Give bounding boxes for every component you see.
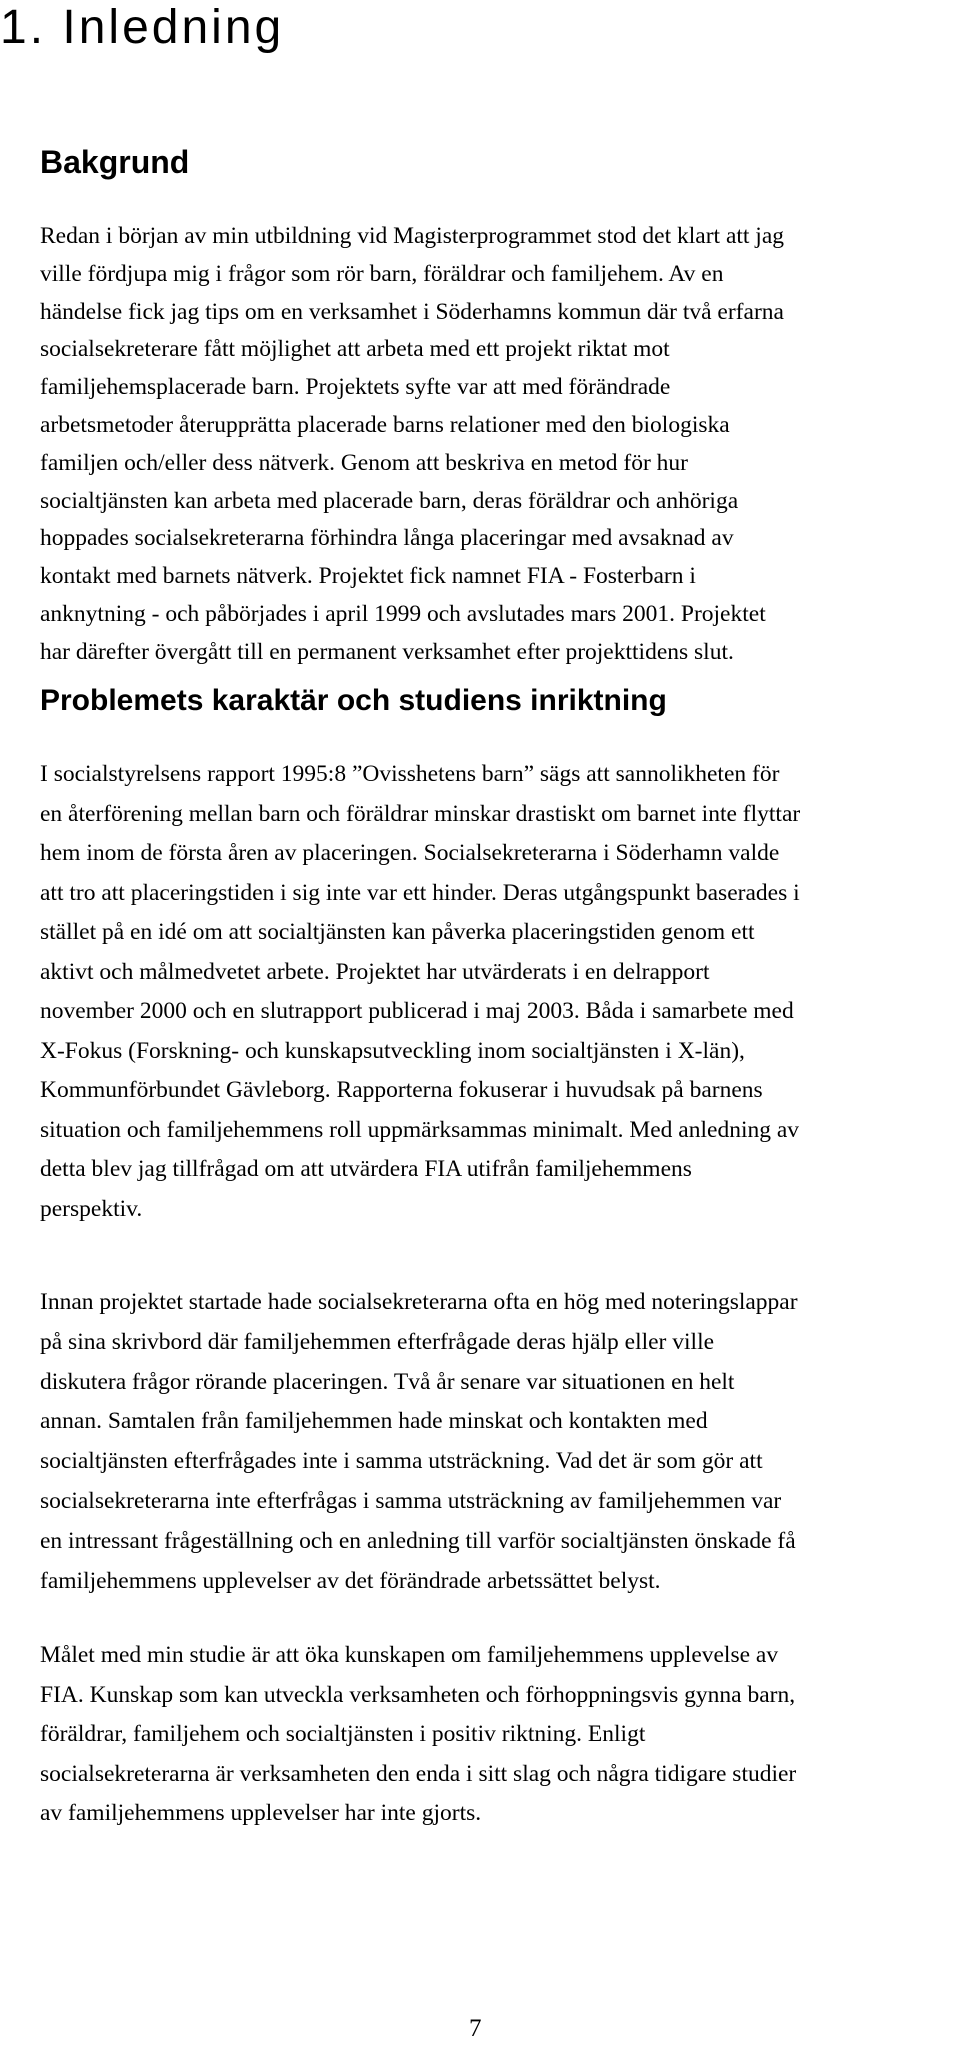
text-line: familjehemsplacerade barn. Projektets syfte var att med förändrade <box>40 374 671 401</box>
text-line: perspektiv. <box>40 1195 143 1222</box>
text-line: en återförening mellan barn och föräldrar minskar drastiskt om barnet inte flyttar <box>40 800 801 827</box>
text-line: X-Fokus (Forskning- och kunskapsutveckling inom socialtjänsten i X-län), <box>40 1037 745 1064</box>
text-line: familjen och/eller dess nätverk. Genom att beskriva en metod för hur <box>40 449 688 476</box>
text-line: en intressant frågeställning och en anledning till varför socialtjänsten önskade få <box>40 1527 796 1554</box>
text-line: diskutera frågor rörande placeringen. Två år senare var situationen en helt <box>40 1368 735 1395</box>
text-line: ville fördjupa mig i frågor som rör barn, föräldrar och familjehem. Av en <box>40 260 724 287</box>
text-line: anknytning - och påbörjades i april 1999 och avslutades mars 2001. Projektet <box>40 600 766 627</box>
text-line: på sina skrivbord där familjehemmen efterfrågade deras hjälp eller ville <box>40 1328 715 1355</box>
text-line: hoppades socialsekreterarna förhindra långa placeringar med avsaknad av <box>40 525 734 552</box>
text-line: socialtjänsten kan arbeta med placerade barn, deras föräldrar och anhöriga <box>40 487 739 514</box>
text-line: kontakt med barnets nätverk. Projektet fick namnet FIA - Fosterbarn i <box>40 563 696 590</box>
text-line: I socialstyrelsens rapport 1995:8 ”Ovisshetens barn” sägs att sannolikheten för <box>40 761 780 787</box>
page-number: 7 <box>469 2015 482 2042</box>
text-line: att tro att placeringstiden i sig inte var ett hinder. Deras utgångspunkt baserades i <box>40 879 800 906</box>
text-line: familjehemmens upplevelser av det förändrade arbetssättet belyst. <box>40 1567 661 1594</box>
text-line: Målet med min studie är att öka kunskapen om familjehemmens upplevelse av <box>40 1642 779 1668</box>
text-line: FIA. Kunskap som kan utveckla verksamheten och förhoppningsvis gynna barn, <box>40 1681 796 1708</box>
text-line: socialtjänsten efterfrågades inte i samma utsträckning. Vad det är som gör att <box>40 1448 763 1475</box>
text-line: socialsekreterarna är verksamheten den enda i sitt slag och några tidigare studier <box>40 1760 797 1787</box>
text-line: Innan projektet startade hade socialsekreterarna ofta en hög med noteringslappar <box>40 1289 798 1315</box>
text-line: november 2000 och en slutrapport publicerad i maj 2003. Båda i samarbete med <box>40 998 794 1024</box>
text-line: föräldrar, familjehem och socialtjänsten i positiv riktning. Enligt <box>40 1721 646 1747</box>
text-line: socialsekreterare fått möjlighet att arbeta med ett projekt riktat mot <box>40 336 670 363</box>
section-heading-problem: Problemets karaktär och studiens inriktning <box>40 684 667 717</box>
text-line: detta blev jag tillfrågad om att utvärdera FIA utifrån familjehemmens <box>40 1156 692 1182</box>
text-line: socialsekreterarna inte efterfrågas i samma utsträckning av familjehemmen var <box>40 1487 782 1514</box>
text-line: Redan i början av min utbildning vid Magisterprogrammet stod det klart att jag <box>40 223 785 249</box>
text-line: Kommunförbundet Gävleborg. Rapporterna fokuserar i huvudsak på barnens <box>40 1077 763 1103</box>
paragraph-problem-1 <box>40 755 960 1229</box>
paragraph-problem-2 <box>40 1283 960 1601</box>
chapter-title: 1. Inledning <box>0 1 285 54</box>
text-line: hem inom de första åren av placeringen. Socialsekreterarna i Söderhamn valde <box>40 840 780 866</box>
paragraph-bakgrund <box>40 218 960 672</box>
paragraph-problem-3 <box>40 1636 960 1834</box>
text-line: arbetsmetoder återupprätta placerade barns relationer med den biologiska <box>40 411 730 438</box>
text-line: stället på en idé om att socialtjänsten kan påverka placeringstiden genom ett <box>40 919 755 945</box>
text-line: aktivt och målmedvetet arbete. Projektet har utvärderats i en delrapport <box>40 958 710 985</box>
text-line: händelse fick jag tips om en verksamhet i Söderhamns kommun där två erfarna <box>40 298 784 325</box>
text-line: situation och familjehemmens roll uppmärksammas minimalt. Med anledning av <box>40 1116 800 1143</box>
text-line: annan. Samtalen från familjehemmen hade minskat och kontakten med <box>40 1408 708 1435</box>
text-line: av familjehemmens upplevelser har inte gjorts. <box>40 1800 482 1826</box>
text-line: har därefter övergått till en permanent verksamhet efter projekttidens slut. <box>40 638 734 665</box>
section-heading-bakgrund: Bakgrund <box>40 144 190 180</box>
